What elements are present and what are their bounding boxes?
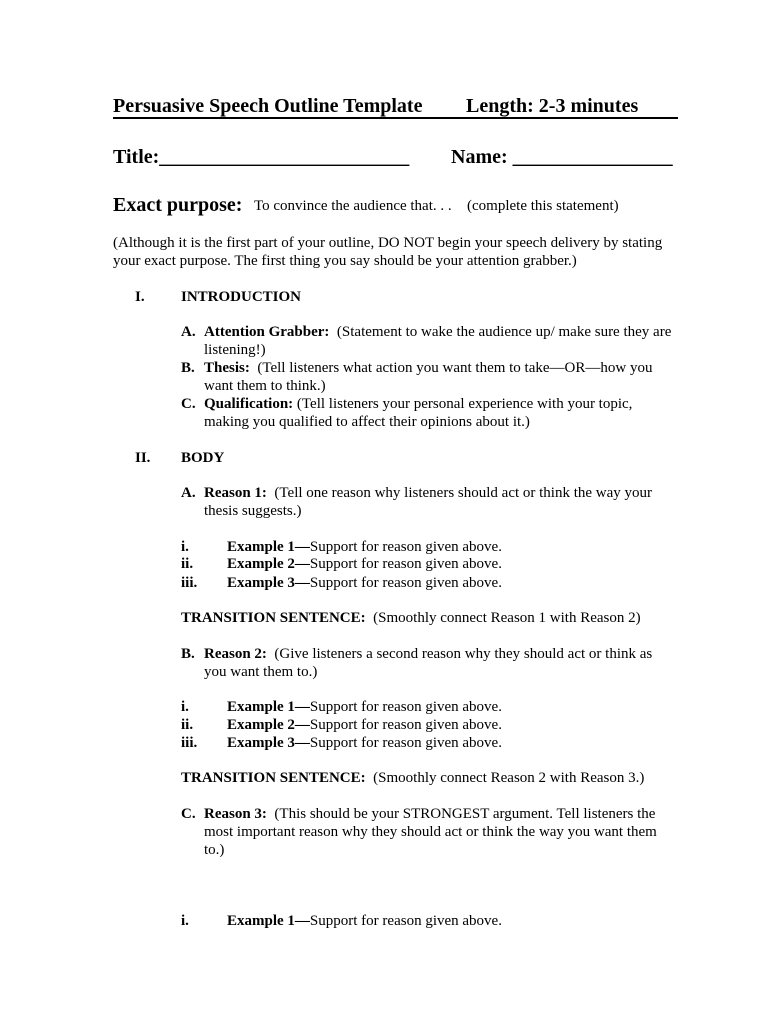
thesis-item [204, 359, 678, 395]
length-label: Length: 2-3 minutes [466, 95, 639, 117]
reason-text: (Tell one reason why listeners should act or think the way your thesis suggests.) [204, 485, 653, 519]
reason-1-item [204, 484, 678, 520]
item-text: (Tell listeners what action you want them to take—OR—how you want them to think.) [204, 360, 653, 394]
attention-grabber-item [204, 323, 678, 359]
template-title: Persuasive Speech Outline Template [113, 95, 423, 117]
item-label: Attention Grabber: [204, 324, 330, 340]
reason-letter: B. [181, 646, 195, 662]
section-2-heading: BODY [181, 450, 225, 466]
item-letter: A. [181, 324, 196, 340]
section-1-heading: INTRODUCTION [181, 289, 302, 305]
reason-label: Reason 2: [204, 646, 267, 662]
reason-3-item [204, 805, 678, 859]
name-field: Name: ________________ [451, 146, 673, 168]
header-rule [113, 117, 678, 119]
reason-label: Reason 1: [204, 485, 267, 501]
transition-sentence: TRANSITION SENTENCE: (Smoothly connect Reason 2 with Reason 3.) [181, 770, 645, 786]
intro-note: (Although it is the first part of your outline, DO NOT begin your speech delivery by stating your exact purpose. The first thing you say should be your attention grabber.) [113, 235, 663, 269]
example-numeral: iii. [181, 575, 198, 591]
item-text: (Tell listeners your personal experience with your topic, making you qualified to affect their opinions about it.) [204, 396, 633, 430]
title-field: Title:_________________________ [113, 146, 410, 168]
example-numeral: ii. [181, 717, 194, 733]
purpose-label: Exact purpose: [113, 194, 243, 216]
example-item: Example 1—Support for reason given above. [227, 539, 502, 555]
example-item: Example 1—Support for reason given above. [227, 699, 502, 715]
reason-label: Reason 3: [204, 806, 267, 822]
item-label: Thesis: [204, 360, 250, 376]
transition-sentence: TRANSITION SENTENCE: (Smoothly connect Reason 1 with Reason 2) [181, 610, 641, 626]
purpose-note: (complete this statement) [467, 198, 619, 214]
reason-letter: C. [181, 806, 196, 822]
item-letter: C. [181, 396, 196, 412]
item-label: Qualification: [204, 396, 294, 412]
example-numeral: i. [181, 913, 189, 929]
example-numeral: i. [181, 699, 189, 715]
item-letter: B. [181, 360, 195, 376]
section-1-numeral: I. [135, 289, 145, 305]
reason-letter: A. [181, 485, 196, 501]
reason-text: (This should be your STRONGEST argument. Tell listeners the most important reason why they should act or think the way you want them to.) [204, 806, 657, 858]
item-text: (Statement to wake the audience up/ make sure they are listening!) [204, 324, 672, 358]
purpose-text: To convince the audience that. . . [254, 198, 452, 214]
example-item: Example 3—Support for reason given above. [227, 735, 502, 751]
example-item: Example 2—Support for reason given above. [227, 717, 502, 733]
example-numeral: iii. [181, 735, 198, 751]
section-2-numeral: II. [135, 450, 151, 466]
example-numeral: i. [181, 539, 189, 555]
example-item: Example 1—Support for reason given above. [227, 913, 502, 929]
reason-2-item [204, 645, 678, 681]
reason-text: (Give listeners a second reason why they should act or think as you want them to.) [204, 646, 653, 680]
example-numeral: ii. [181, 556, 194, 572]
example-item: Example 2—Support for reason given above. [227, 556, 502, 572]
example-item: Example 3—Support for reason given above. [227, 575, 502, 591]
qualification-item [204, 395, 678, 431]
